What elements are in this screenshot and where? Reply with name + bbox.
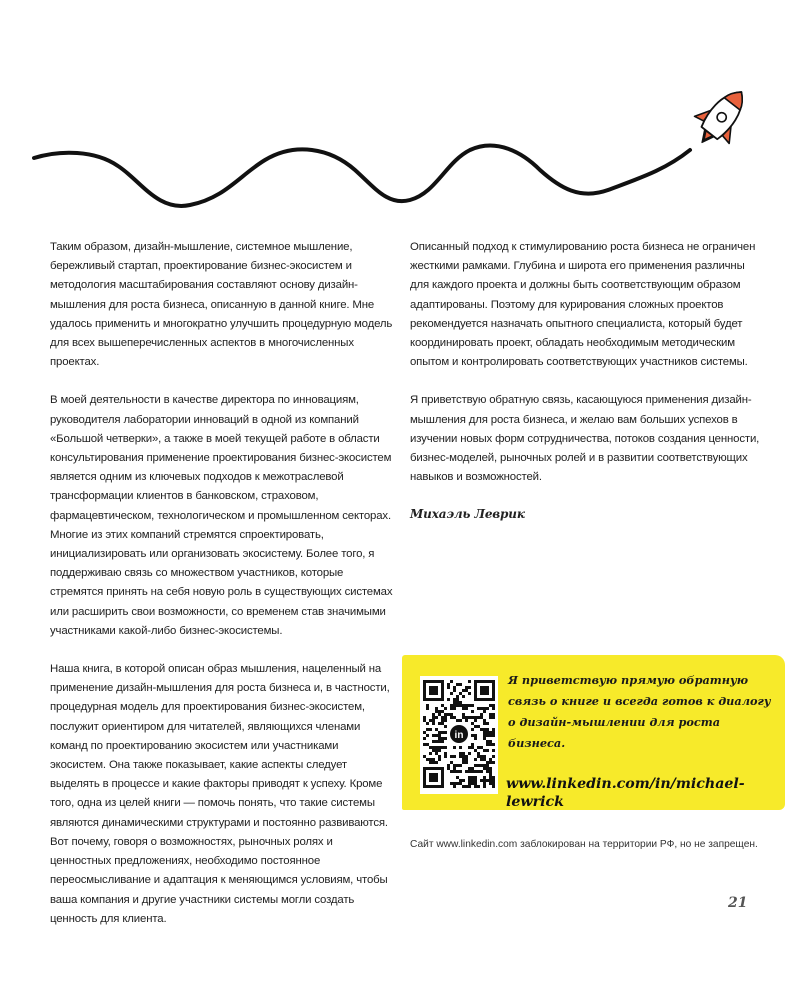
- left-paragraph-3: Наша книга, в которой описан образ мышления, нацеленный на применение дизайн-мышления для роста бизнеса и, в частности, процедурная модель для проектирования бизнес-экосистем, послужит ориентиром для читателей, являющихся членами команд по проектированию экосистем или участниками экосистем. Она также показывает, какие аспекты следует выделять в процессе и какие факторы приводят к успеху. Кроме того, одна из целей книги — помочь понять, что такие системы являются динамическими структурами и постоянно развиваются. Вот почему, говоря о возможностях, рыночных ролях и ценностных предложениях, необходимо постоянное переосмысливание и адаптация к меняющимся условиям, чтобы ваша компания и другие участники системы могли создать ценность для клиента.: [50, 663, 390, 925]
- author-signature: Михаэль Леврик: [410, 507, 525, 522]
- linkedin-profile-link[interactable]: www.linkedin.com/in/michael-lewrick: [506, 776, 745, 810]
- feedback-callout-box: [402, 655, 785, 810]
- left-paragraph-2: В моей деятельности в качестве директора по инновациям, руководителя лаборатории инноваций в одной из компаний «Большой четверки», а также в моей текущей работе в области консультирования применение проектирования бизнес-экосистем является одним из ключевых подходов к межотраслевой трансформации клиентов в банковском, страховом, фармацевтическом, технологическом и промышленном секторах. Многие из этих компаний стремятся спроектировать, инициализировать или организовать экосистему. Более того, я поддерживаю связь со множеством участников, которые стремятся принять на себя новую роль в существующих системах или расширить свои возможности, со временем став значимыми участниками какой-либо бизнес-экосистемы.: [50, 394, 393, 637]
- left-text-column: [50, 238, 395, 948]
- left-paragraph-1: Таким образом, дизайн-мышление, системное мышление, бережливый стартап, проектирование бизнес-экосистем и методология масштабирования составляют основу дизайн-мышления для роста бизнеса, описанную в данной книге. Мне удалось применить и многократно улучшить процедурную модель для всех вышеперечисленных аспектов в многочисленных проектах.: [50, 241, 393, 369]
- rocket-trail-line: [34, 146, 690, 206]
- rocket-icon: [685, 79, 759, 157]
- linkedin-badge-label: in: [454, 730, 464, 741]
- footnote: Сайт www.linkedin.com заблокирован на территории РФ, но не запрещен.: [410, 839, 758, 850]
- right-paragraph-2: Я приветствую обратную связь, касающуюся применения дизайн-мышления для роста бизнеса, и желаю вам больших успехов в изучении новых форм сотрудничества, потоков создания ценности, бизнес-моделей, рыночных ролей и в развитии соответствующих навыков и возможностей.: [410, 394, 760, 484]
- right-paragraph-1: Описанный подход к стимулированию роста бизнеса не ограничен жесткими рамками. Глубина и широта его применения различны для каждого проекта и должны быть соответствующим образом адаптированы. Поэтому для курирования сложных проектов рекомендуется назначать опытного специалиста, который будет координировать проект, обладать необходимым методическим опытом и контролировать соответствующих участников системы.: [410, 241, 756, 369]
- rocket-doodle-illustration: [0, 0, 800, 230]
- feedback-invitation-text: Я приветствую прямую обратную связь о книге и всегда готов к диалогу о дизайн-мышлении для роста бизнеса.: [508, 673, 771, 750]
- qr-code[interactable]: [420, 676, 498, 794]
- qr-code-graphic: [423, 680, 495, 790]
- page-number: 21: [728, 895, 748, 911]
- right-text-column: [410, 238, 760, 525]
